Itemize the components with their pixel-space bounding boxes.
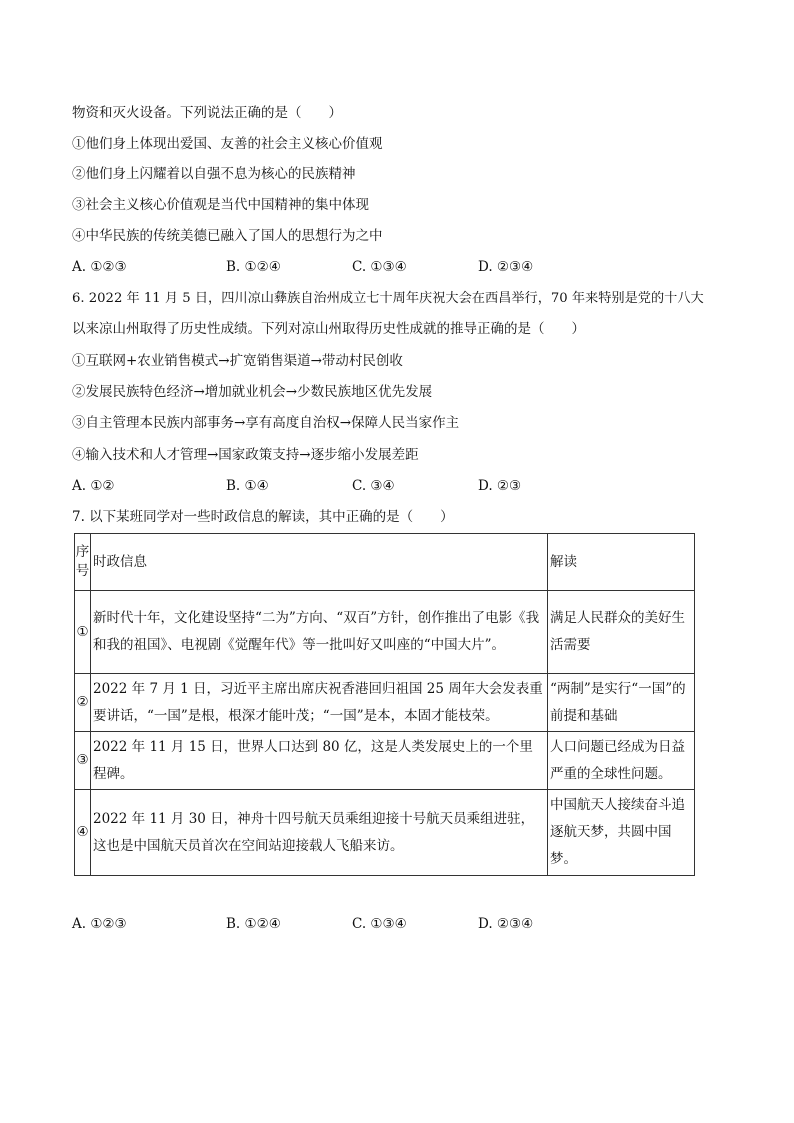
header-interpretation: 解读	[548, 534, 695, 591]
q7-options	[72, 915, 722, 933]
table-row	[75, 591, 695, 674]
q7-stem: 7. 以下某班同学对一些时政信息的解读，其中正确的是（ ）	[72, 509, 454, 525]
q5-option-b[interactable]: B. ①②④	[226, 259, 281, 275]
q5-statement-4: ④中华民族的传统美德已融入了国人的思想行为之中	[72, 228, 383, 244]
q5-statement-1: ①他们身上体现出爱国、友善的社会主义核心价值观	[72, 136, 383, 152]
q7-option-a[interactable]: A. ①②③	[72, 916, 127, 932]
q5-statement-2: ②他们身上闪耀着以自强不息为核心的民族精神	[72, 166, 356, 182]
row-news: 2022 年 11 月 15 日，世界人口达到 80 亿，这是人类发展史上的一个里程碑。	[91, 732, 548, 790]
q6-statement-1: ①互联网+农业销售模式→扩宽销售渠道→带动村民创收	[72, 353, 403, 369]
q6-statement-4: ④输入技术和人才管理→国家政策支持→逐步缩小发展差距	[72, 447, 419, 463]
row-index: ①	[75, 591, 91, 674]
q6-statement-2: ②发展民族特色经济→增加就业机会→少数民族地区优先发展	[72, 384, 433, 400]
q5-option-c[interactable]: C. ①③④	[352, 259, 407, 275]
q7-option-c[interactable]: C. ①③④	[352, 916, 407, 932]
q7-option-b[interactable]: B. ①②④	[226, 916, 281, 932]
row-news: 2022 年 11 月 30 日，神舟十四号航天员乘组迎接十号航天员乘组进驻，这也是中国航天员首次在空间站迎接载人飞船来访。	[91, 790, 548, 876]
row-index: ④	[75, 790, 91, 876]
q6-stem-line-1: 6. 2022 年 11 月 5 日，四川凉山彝族自治州成立七十周年庆祝大会在西昌举行，70 年来特别是党的十八大	[72, 291, 704, 306]
q6-option-c[interactable]: C. ③④	[352, 478, 395, 494]
row-interpretation: “两制”是实行“一国”的前提和基础	[548, 674, 695, 732]
q5-option-a[interactable]: A. ①②③	[72, 259, 127, 275]
q7-news-table	[74, 533, 695, 876]
row-interpretation: 满足人民群众的美好生活需要	[548, 591, 695, 674]
q6-option-d[interactable]: D. ②③	[478, 478, 522, 494]
q5-stem-tail: 物资和灭火设备。下列说法正确的是（ ）	[72, 105, 342, 121]
q6-stem-line-2: 以来凉山州取得了历史性成绩。下列对凉山州取得历史性成就的推导正确的是（ ）	[72, 321, 585, 337]
table-header-row	[75, 534, 695, 591]
q5-option-d[interactable]: D. ②③④	[478, 259, 534, 275]
row-index: ③	[75, 732, 91, 790]
q6-option-a[interactable]: A. ①②	[72, 478, 115, 494]
header-index: 序号	[75, 534, 91, 591]
row-news: 新时代十年，文化建设坚持“二为”方向、“双百”方针，创作推出了电影《我和我的祖国》、电视剧《觉醒年代》等一批叫好又叫座的“中国大片”。	[91, 591, 548, 674]
table-row	[75, 732, 695, 790]
q6-statement-3: ③自主管理本民族内部事务→享有高度自治权→保障人民当家作主	[72, 415, 460, 431]
row-news: 2022 年 7 月 1 日，习近平主席出席庆祝香港回归祖国 25 周年大会发表重要讲话，“一国”是根，根深才能叶茂；“一国”是本，本固才能枝荣。	[91, 674, 548, 732]
q7-option-d[interactable]: D. ②③④	[478, 916, 534, 932]
row-interpretation: 中国航天人接续奋斗追逐航天梦，共圆中国梦。	[548, 790, 695, 876]
q5-options	[72, 258, 722, 276]
table-row	[75, 790, 695, 876]
q6-options	[72, 477, 722, 495]
table-row	[75, 674, 695, 732]
row-index: ②	[75, 674, 91, 732]
q6-option-b[interactable]: B. ①④	[226, 478, 269, 494]
row-interpretation: 人口问题已经成为日益严重的全球性问题。	[548, 732, 695, 790]
header-news: 时政信息	[91, 534, 548, 591]
q5-statement-3: ③社会主义核心价值观是当代中国精神的集中体现	[72, 197, 369, 213]
